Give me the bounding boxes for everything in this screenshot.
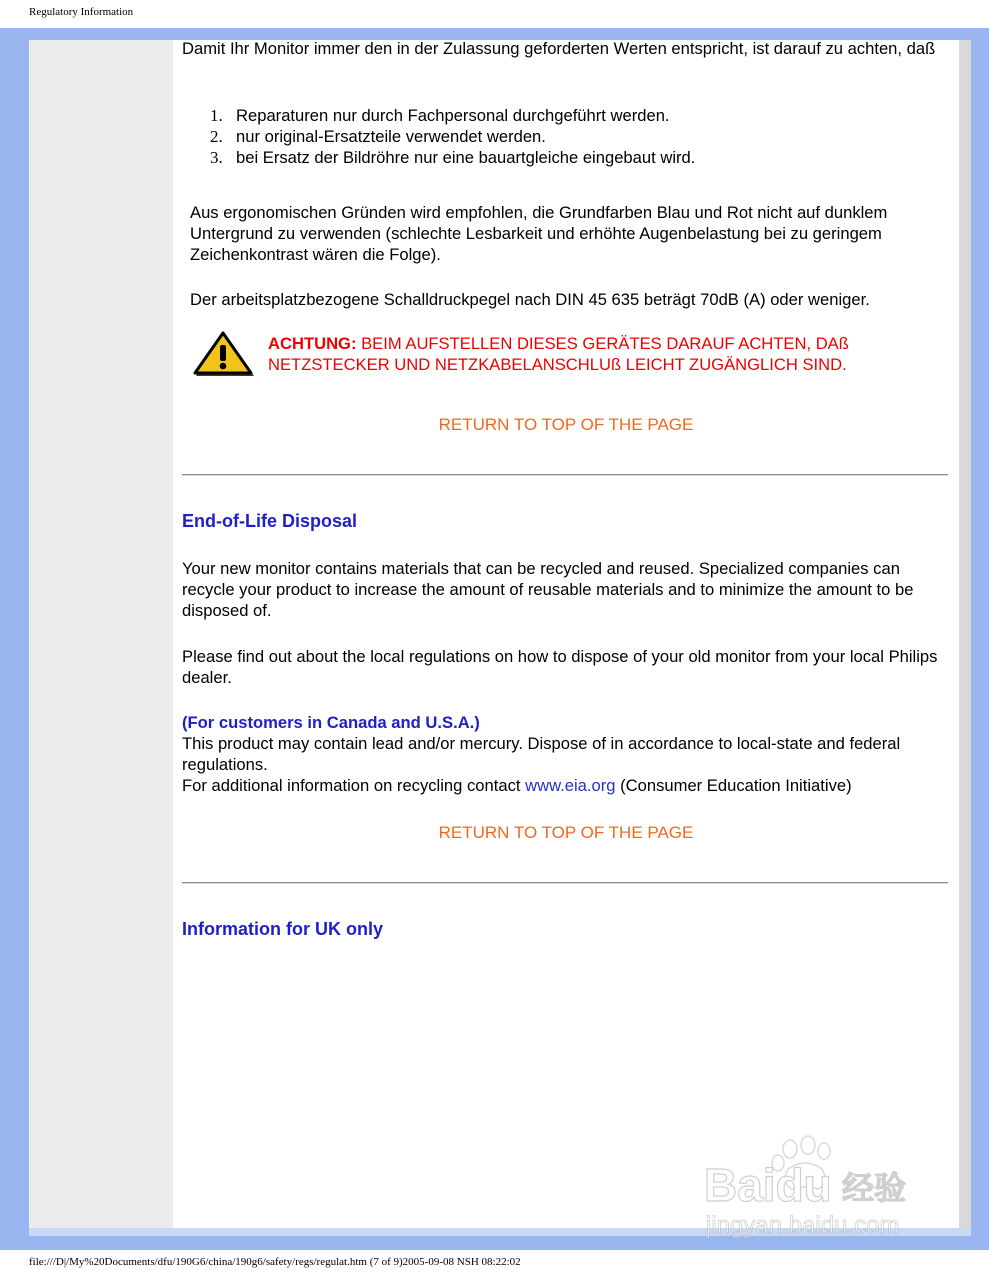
recycle-suffix: (Consumer Education Initiative) [615,776,852,795]
mercury-notice: This product may contain lead and/or mercury. Dispose of in accordance to local-state and federal regulations. [182,734,901,774]
list-item-text: Reparaturen nur durch Fachpersonal durchgeführt werden. [236,106,670,125]
uk-heading: Information for UK only [182,919,383,939]
noise-paragraph: Der arbeitsplatzbezogene Schalldruckpegel nach DIN 45 635 beträgt 70dB (A) oder weniger. [190,290,870,309]
list-number: 1. [210,106,223,125]
return-to-top-link[interactable]: RETURN TO TOP OF THE PAGE [438,823,694,842]
return-to-top-link[interactable]: RETURN TO TOP OF THE PAGE [438,415,694,434]
list-number: 3. [210,148,223,167]
warning-label: ACHTUNG: [268,334,357,353]
watermark-url: jingyan.baidu.com [706,1212,900,1239]
list-item [210,147,695,168]
ergonomic-paragraph: Aus ergonomischen Gründen wird empfohlen, die Grundfarben Blau und Rot nicht auf dunklem Untergrund zu verwenden (schlechte Lesbarkeit und erhöhte Augenbelastung bei zu geringem Zeichenkontrast wären die Folge). [190,203,888,264]
section-divider [182,882,948,884]
list-item [210,126,695,147]
baidu-watermark [700,1135,940,1240]
warning-icon [190,330,256,380]
watermark-cn: 经验 [842,1169,907,1207]
repair-list [210,105,695,168]
eia-link[interactable]: www.eia.org [525,776,616,795]
canada-usa-heading: (For customers in Canada and U.S.A.) [182,713,480,732]
section-divider [182,474,948,476]
list-item-text: bei Ersatz der Bildröhre nur eine bauartgleiche eingebaut wird. [236,148,696,167]
watermark-brand: Baidu [704,1159,832,1211]
print-header-title: Regulatory Information [29,6,134,18]
left-sidebar [29,40,173,1228]
recycle-prefix: For additional information on recycling contact [182,776,526,795]
dealer-paragraph: Please find out about the local regulations on how to dispose of your old monitor from your local Philips dealer. [182,647,938,687]
german-intro: Damit Ihr Monitor immer den in der Zulassung geforderten Werten entspricht, ist darauf zu achten, daß [182,39,936,58]
print-footer-path: file:///D|/My%20Documents/dfu/190G6/china/190g6/safety/regs/regulat.htm (7 of 9)2005-09-08 NSH 08:22:02 [29,1256,521,1268]
list-item-text: nur original-Ersatzteile verwendet werden. [236,127,546,146]
warning-body: BEIM AUFSTELLEN DIESES GERÄTES DARAUF ACHTEN, DAß NETZSTECKER UND NETZKABELANSCHLUß LEICHT ZUGÄNGLICH SIND. [268,334,849,374]
disposal-heading: End-of-Life Disposal [182,511,357,531]
list-number: 2. [210,127,223,146]
warning-message [268,333,948,375]
recycle-info [182,775,952,796]
right-border [959,40,971,1228]
paw-logo-icon [700,1135,940,1240]
canada-usa-block [182,712,952,796]
list-item [210,105,695,126]
disposal-paragraph: Your new monitor contains materials that can be recycled and reused. Specialized companies can recycle your product to increase the amount of reusable materials and to minimize the amount to be disposed of. [182,559,914,620]
